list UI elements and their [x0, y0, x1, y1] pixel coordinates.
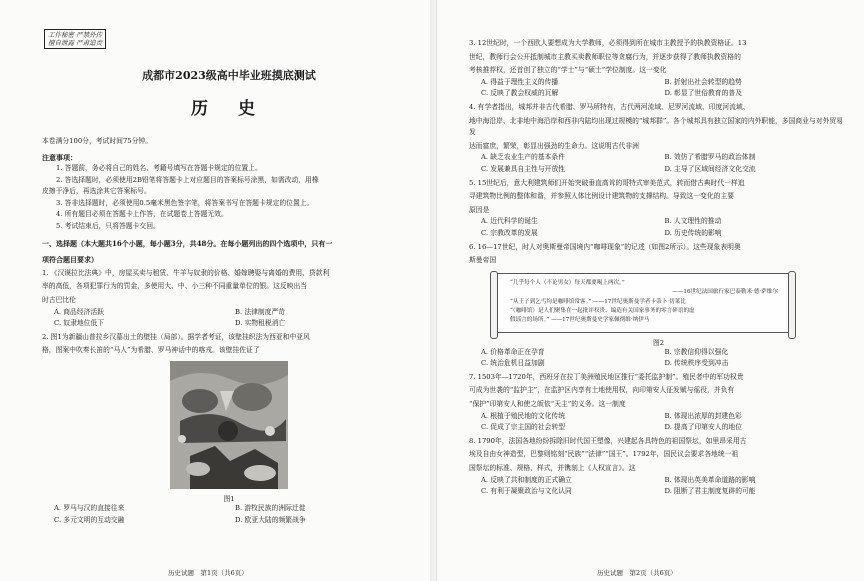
- question-line: 7. 1503年—1720年，西班牙在拉丁美洲殖民地区推行“委托监护制”。殖民者中的军功权贵: [469, 372, 744, 381]
- question-line: 格，图案中吹奏长笛的“马人”为希腊、罗马神话中的喀戎。该壁挂佐证了: [42, 346, 260, 355]
- question-line: 寻建筑物比例的整体和谐，并参照人体比例设计建筑物的支撑结构。导致这一变化的主要: [469, 192, 735, 201]
- section-heading-line: 一、选择题（本大题共16个小题，每小题3分，共48分。在每小题列出的四个选项中，只有一: [42, 238, 333, 248]
- note-line: 2. 答选择题时，必须使用2B铅笔将答题卡上对应题目的答案标号涂黑，如需改动，用橡: [56, 175, 319, 184]
- question-line: 6. 16—17世纪，时人对奥斯曼帝国境内“咖啡现象”的记述（如图2所示）。这些现象表明奥: [469, 242, 741, 251]
- options: [42, 503, 416, 526]
- figure-1-tapestry-image: [170, 361, 288, 489]
- section-heading: [42, 238, 416, 266]
- question-6: [469, 242, 848, 370]
- confidential-stamp: [44, 29, 106, 49]
- question-line: 8. 1790年，法国各地纷纷拆除旧时代国王塑像，兴建起各具特色的祖国祭坛，如里昂采用古: [469, 436, 747, 445]
- question-line: 埃及自由女神造型，巴黎则铭刻“民族”“法律”“国王”。1792年，国民议会要求各地统一祖: [469, 450, 739, 459]
- option-c: C. 统治危机日益加剧: [481, 359, 545, 368]
- question-3: [469, 38, 848, 100]
- scroll-rod-right: [788, 271, 796, 339]
- option-a: A. 罗马与汉的直接往来: [54, 503, 125, 512]
- question-7: [469, 372, 848, 434]
- question-line: 达而富庶，繁荣，彰显出强劲的生命力。这说明古代非洲: [469, 141, 639, 150]
- notes-heading: 注意事项：: [42, 153, 77, 162]
- question-line: 2. 图1为新疆山普拉乡汉墓出土的壁挂（局部）。据学者考证，该壁挂织法为西亚和中亚风: [42, 332, 310, 341]
- exam-title: 成都市2023级高中毕业班摸底测试: [142, 69, 316, 82]
- quote-line: “从王子到乞丐均是咖啡馆常客。” ——17世纪奥斯曼学者卡蒂卜·切莱比: [510, 298, 686, 305]
- options: [469, 77, 848, 100]
- note-line: 3. 答非选择题时，必须使用0.5毫米黑色签字笔，将答案书写在答题卡规定的位置上。: [56, 198, 314, 207]
- note-line: 4. 所有题目必须在答题卡上作答，在试题卷上答题无效。: [56, 210, 228, 219]
- quote-line: “几乎每个人（不论男女）每天都要喝上两次。”: [510, 279, 625, 286]
- option-b: B. 效仿了希腊罗马的政治体制: [664, 153, 756, 162]
- option-c: C. 发展兼具自主性与开放性: [481, 164, 566, 173]
- options: [469, 475, 848, 498]
- option-c: C. 奴隶地位低下: [54, 319, 105, 328]
- option-c: C. 多元文明的互动交融: [54, 515, 125, 524]
- option-d: D. 提高了印第安人的地位: [664, 423, 742, 432]
- option-b: B. 宗教信仰得以强化: [664, 347, 729, 356]
- question-line: 时古巴比伦: [42, 295, 76, 304]
- question-line: 原因是: [469, 205, 490, 214]
- stamp-line: 工作秘密 严禁外传: [48, 31, 103, 39]
- option-d: D. 传统秩序受到冲击: [664, 359, 729, 368]
- question-line: 考核推荐权，还首创了独立的“学士”与“硕士”学位制度。这一变化: [469, 66, 667, 75]
- question-1: [42, 268, 416, 330]
- question-line: 率的高低，各项犯罪行为的罚金，多使用大、中、小三种不同重量单位的银。这反映出当: [42, 282, 308, 291]
- options: [469, 216, 848, 239]
- options: [42, 307, 416, 330]
- option-d: D. 实物租税消亡: [235, 319, 286, 328]
- option-d: D. 主导了区域间经济文化交流: [664, 164, 756, 173]
- figure-2-scroll: [493, 273, 793, 333]
- option-b: B. 体现出浓厚的封建色彩: [664, 411, 742, 420]
- question-8: [469, 436, 848, 498]
- options: [469, 152, 848, 175]
- option-a: A. 价格革命正在孕育: [481, 347, 545, 356]
- question-line: 可成为世袭的“监护主”，在监护区内享有土地使用权，向印第安人征发赋与徭役，并负有: [469, 386, 735, 395]
- question-line: 斯曼帝国: [469, 256, 497, 265]
- figure-1-caption: 图1: [223, 494, 235, 503]
- quote-line: “（咖啡馆）是人们聚集在一起批评权贵、编造有关国家事务的零言碎语的虚: [510, 307, 695, 314]
- question-line: 国祭坛的标准、规格、样式，并镌刻上《人权宣言》。这: [469, 464, 636, 473]
- section-heading-line: 项符合题目要求）: [42, 255, 98, 265]
- question-4: [469, 102, 848, 176]
- question-line: “保护”印第安人和使之皈依“天主”的义务。这一制度: [469, 400, 626, 409]
- option-a: A. 得益于理性主义的传播: [481, 77, 559, 86]
- option-d: D. 历史传统的影响: [664, 228, 722, 237]
- quote-source: ——16世纪法国旅行家巴泰勒米·德·萨维尔: [672, 289, 778, 296]
- score-info: 本卷满分100分，考试时间75分钟。: [42, 137, 152, 145]
- question-line: 3. 12世纪时，一个西欧人要想成为大学教师，必须得到所在城市主教授予的执教资格证。13: [469, 39, 747, 47]
- question-2: [42, 332, 416, 526]
- question-line: 4. 有学者指出，城邦并非古代希腊、罗马所特有，古代两河流域、尼罗河流域、印度河流域、: [469, 102, 750, 111]
- page-1: [0, 0, 430, 581]
- question-line: 世纪，教师行会公开抵制城市主教买卖教师职位等贪腐行为，并逐步获得了教师执教资格的: [469, 52, 741, 61]
- option-b: B. 体现出英美革命道路的影响: [664, 475, 756, 484]
- option-a: A. 根植于殖民地的文化传统: [481, 411, 565, 420]
- note-line: 5. 考试结束后，只将答题卡交回。: [56, 221, 160, 230]
- note-line: 1. 答题前，务必将自己的姓名、考籍号填写在答题卡规定的位置上。: [56, 164, 262, 172]
- figure-2-caption: 图2: [652, 338, 665, 347]
- page-2: [436, 0, 864, 581]
- stamp-line: 擅自泄露 严肃追责: [48, 39, 103, 47]
- page-footer: 历史试题 第2页（共6页）: [597, 569, 677, 577]
- option-b: B. 游牧民族的洲际迁徙: [235, 503, 306, 512]
- option-d: D. 彰显了世俗教育的普及: [664, 89, 742, 98]
- option-b: B. 法律制度严苛: [235, 307, 286, 316]
- options: [469, 411, 848, 434]
- quote-line: 假谣言的场所。” ——17世纪奥斯曼史学家佩彻维·纳伊马: [510, 317, 650, 324]
- option-b: B. 折射出社会转型的趋势: [664, 77, 742, 86]
- tapestry-illustration: [170, 361, 288, 489]
- page-footer: 历史试题 第1页（共6页）: [168, 569, 248, 577]
- option-c: C. 宗教改革的发展: [481, 228, 538, 237]
- note-line: 皮擦干净后，再选涂其它答案标号。: [42, 187, 151, 196]
- option-c: C. 促成了宗主国的社会转型: [481, 423, 566, 432]
- notes-list: [42, 163, 416, 233]
- options: [469, 347, 848, 370]
- scroll-rod-left: [490, 271, 498, 339]
- option-a: A. 近代科学的诞生: [481, 217, 538, 226]
- option-d: D. 阻断了君主制度复辟的可能: [664, 487, 756, 496]
- option-c: C. 反映了教会权威的瓦解: [481, 89, 559, 98]
- option-a: A. 商品经济活跃: [54, 307, 105, 316]
- question-line: 5. 15世纪后，意大利建筑师们开始突破垂直高耸的哥特式审美范式，转而借古典时代一样追: [469, 178, 745, 187]
- question-5: [469, 178, 848, 240]
- option-b: B. 人文理性的推动: [664, 217, 722, 226]
- option-a: A. 反映了共和制度的正式确立: [481, 475, 572, 484]
- question-line: 地中海沿岸、北非地中海沿岸和西非内陆均出现过规模的“城邦群”。各个城邦具有独立国家的内外职能，多国商业与对外贸易发: [469, 116, 843, 137]
- question-line: 1. 《汉谟拉比法典》中，房屋买卖与租赁、牛羊与奴隶的价格、婚嫁聘娶与离婚的费用、贷款利: [42, 268, 330, 277]
- option-c: C. 有利于凝聚政治与文化认同: [481, 487, 572, 496]
- subject-title: 历 史: [191, 99, 267, 119]
- option-d: D. 欧亚大陆的频繁战争: [235, 515, 306, 524]
- option-a: A. 缺乏农业生产的基本条件: [481, 153, 565, 162]
